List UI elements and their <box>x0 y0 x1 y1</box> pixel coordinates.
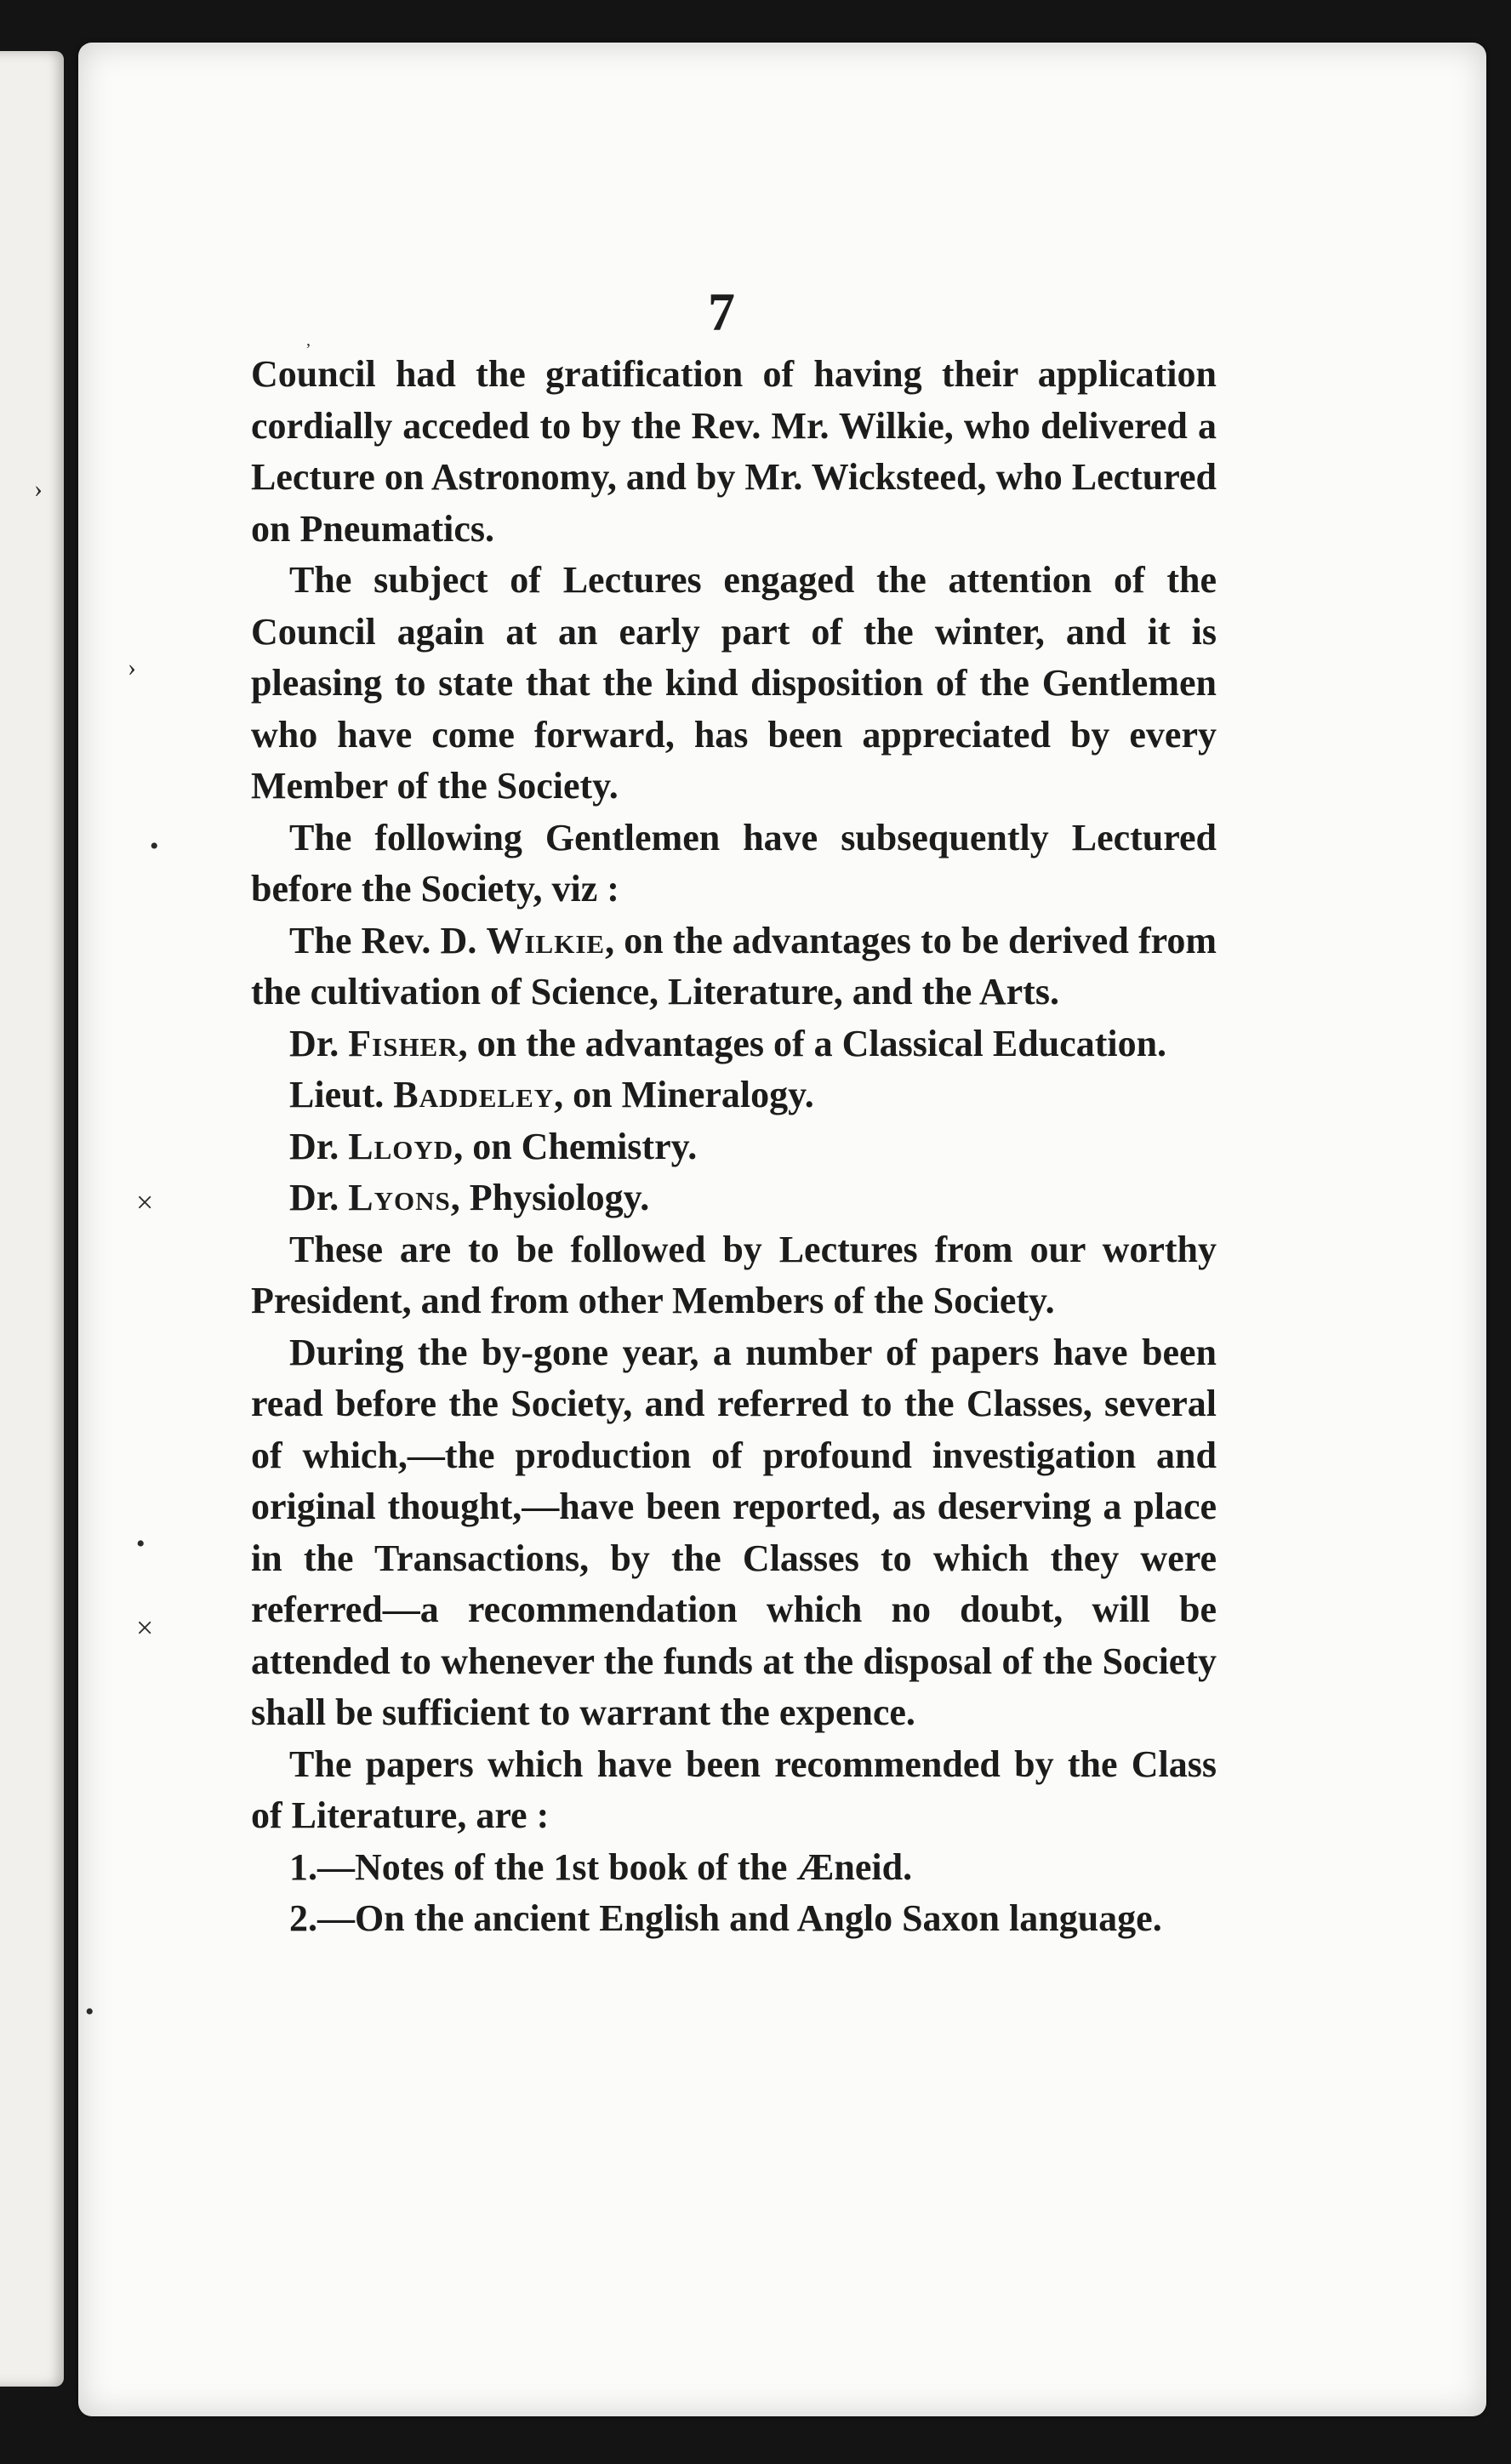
lecturer-topic: , on Mineralogy. <box>554 1074 814 1115</box>
lecturer-prefix: Dr. <box>289 1177 339 1218</box>
lecturer-topic: , on the advantages of a Classical Education. <box>458 1022 1167 1064</box>
lecturer-prefix: Lieut. <box>289 1074 385 1115</box>
lecturer-name: Fisher <box>348 1022 459 1064</box>
margin-speck: × <box>136 1611 154 1645</box>
paragraph: Council had the gratification of having their application cordially acceded to by the Rev. Mr. Wilkie, who delivered a Lecture on Astronomy, and by Mr. Wicksteed, who Lectured on Pneumatics. <box>251 353 1217 550</box>
margin-speck: • <box>150 832 159 860</box>
lecturer-name: Lloyd <box>348 1125 454 1167</box>
lecturer-topic: , Physiology. <box>450 1177 650 1218</box>
body-text <box>251 349 1217 1945</box>
margin-speck: • <box>85 1998 94 2026</box>
lecturer-prefix: Dr. <box>289 1125 339 1167</box>
margin-speck: • <box>136 1530 145 1558</box>
lecturer-name: Baddeley <box>393 1074 555 1115</box>
lecturer-name: Wilkie <box>486 919 606 961</box>
lecturer-entry <box>251 1172 1217 1224</box>
margin-speck: × <box>136 1185 154 1219</box>
lecturer-topic: , on Chemistry. <box>453 1125 698 1167</box>
paragraph: The subject of Lectures engaged the attention of the Council again at an early part of the winter, and it is pleasing to state that the kind disposition of the Gentlemen who have come forward, has been appreciated by every Member of the Society. <box>251 559 1217 807</box>
paper-list-item: 1.—Notes of the 1st book of the Æneid. <box>289 1845 913 1888</box>
paragraph: The following Gentlemen have subsequently Lectured before the Society, viz : <box>251 816 1217 910</box>
margin-speck: › <box>128 653 136 682</box>
facing-page-edge <box>0 51 64 2387</box>
paragraph: The papers which have been recommended by the Class of Literature, are : <box>251 1742 1217 1836</box>
lecturer-name: Lyons <box>348 1177 451 1218</box>
paper-list-item: 2.—On the ancient English and Anglo Saxon language. <box>289 1897 1162 1939</box>
lecturer-prefix: Dr. <box>289 1022 339 1064</box>
lecturer-entry <box>251 1121 1217 1173</box>
margin-speck: › <box>34 475 43 503</box>
page-number: 7 <box>708 282 735 342</box>
lecturer-prefix: The Rev. D. <box>289 919 477 961</box>
paragraph: These are to be followed by Lectures from our worthy President, and from other Members of the Society. <box>251 1228 1217 1321</box>
lecturer-entry <box>251 1069 1217 1121</box>
lecturer-entry <box>251 915 1217 1018</box>
lecturer-topic: , on the advantages to be derived from the cultivation of Science, Literature, and the Arts. <box>251 919 1217 1012</box>
lecturer-entry <box>251 1018 1217 1070</box>
paragraph: During the by-gone year, a number of papers have been read before the Society, and referred to the Classes, several of which,—the production of profound investigation and original thought,—have been reported, as deserving a place in the Transactions, by the Classes to which they were referred—a recommendation which no doubt, will be attended to whenever the funds at the disposal of the Society shall be sufficient to warrant the expence. <box>251 1331 1217 1733</box>
margin-speck: , <box>306 331 311 350</box>
